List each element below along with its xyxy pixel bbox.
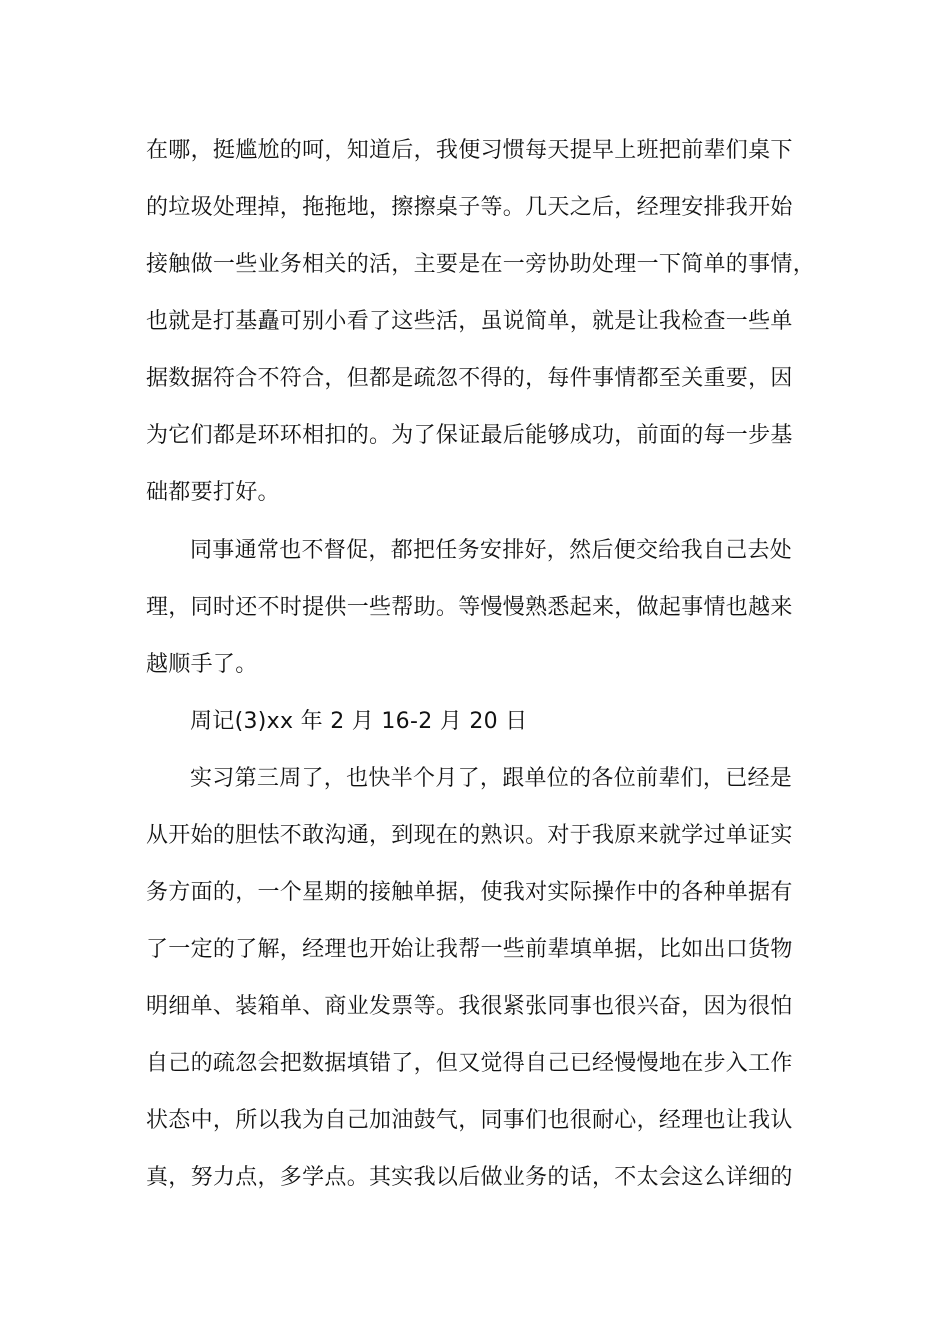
text-line: 务方面的，一个星期的接触单据，使我对实际操作中的各种单据有 (146, 880, 793, 905)
text-line: 理，同时还不时提供一些帮助。等慢慢熟悉起来，做起事情也越来 (146, 595, 793, 620)
paragraph-start-line: 实习第三周了，也快半个月了，跟单位的各位前辈们，已经是 (190, 766, 793, 791)
text-line: 据数据符合不符合，但都是疏忽不得的，每件事情都至关重要，因 (146, 366, 793, 391)
text-line: 接触做一些业务相关的活，主要是在一旁协助处理一下简单的事情， (146, 252, 816, 277)
text-line: 础都要打好。 (146, 480, 280, 505)
text-line: 越顺手了。 (146, 652, 258, 677)
text-line: 自己的疏忽会把数据填错了，但又觉得自己已经慢慢地在步入工作 (146, 1051, 793, 1076)
text-line: 明细单、装箱单、商业发票等。我很紧张同事也很兴奋，因为很怕 (146, 994, 793, 1019)
section-heading: 周记(3)xx 年 2 月 16-2 月 20 日 (190, 709, 528, 734)
text-line: 在哪，挺尴尬的呵，知道后，我便习惯每天提早上班把前辈们桌下 (146, 138, 793, 163)
text-line: 从开始的胆怯不敢沟通，到现在的熟识。对于我原来就学过单证实 (146, 823, 793, 848)
text-line: 真，努力点，多学点。其实我以后做业务的话，不太会这么详细的 (146, 1165, 793, 1190)
text-line: 为它们都是环环相扣的。为了保证最后能够成功，前面的每一步基 (146, 423, 793, 448)
text-line: 了一定的了解，经理也开始让我帮一些前辈填单据，比如出口货物 (146, 937, 793, 962)
text-line: 状态中，所以我为自己加油鼓气，同事们也很耐心，经理也让我认 (146, 1108, 793, 1133)
text-line: 的垃圾处理掉，拖拖地，擦擦桌子等。几天之后，经理安排我开始 (146, 195, 793, 220)
text-line: 也就是打基矗可别小看了这些活，虽说简单，就是让我检查一些单 (146, 309, 793, 334)
paragraph-start-line: 同事通常也不督促，都把任务安排好，然后便交给我自己去处 (190, 538, 793, 563)
